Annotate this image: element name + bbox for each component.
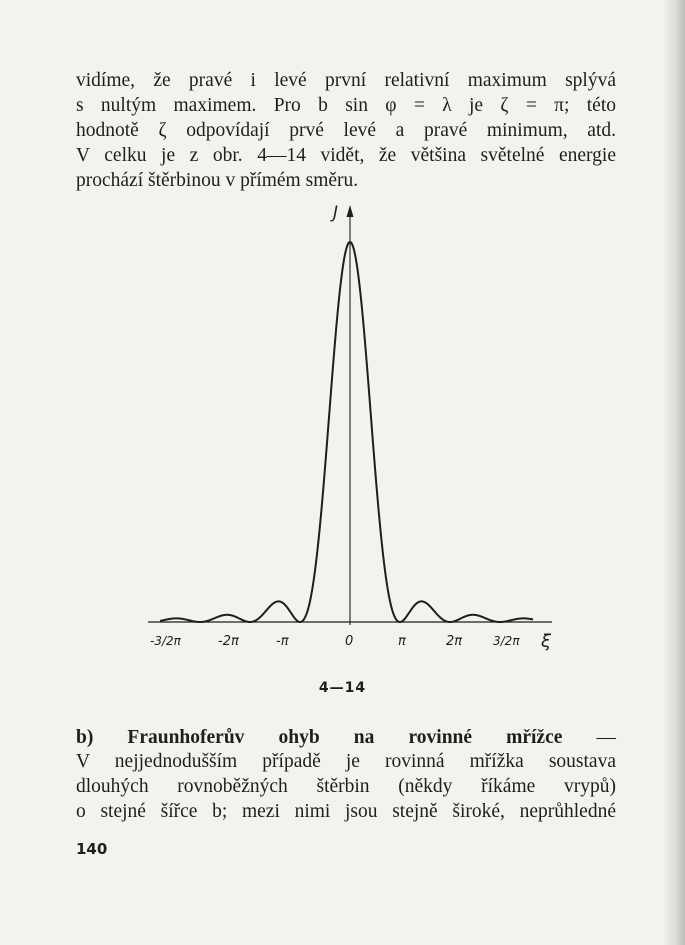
tick-label-minus-3-2-pi: -3/2π bbox=[150, 634, 181, 648]
y-axis-arrow bbox=[347, 205, 354, 217]
section-title: b) Fraunhoferův ohyb na rovinné mřížce bbox=[76, 727, 563, 748]
tick-label-minus-2-pi: -2π bbox=[218, 634, 239, 649]
text-line: V nejjednodušším případě je rovinná mřížka soustava bbox=[76, 751, 616, 772]
text-line: prochází štěrbinou v přímém směru. bbox=[76, 170, 359, 191]
text-line: o stejné šířce b; mezi nimi jsou stejně široké, neprůhledné bbox=[76, 801, 616, 822]
x-axis-label: ξ bbox=[541, 631, 552, 652]
tick-label-minus-pi: -π bbox=[276, 634, 289, 649]
section-heading bbox=[76, 727, 616, 749]
text-line: vidíme, že pravé i levé první relativní maximum splývá bbox=[76, 70, 616, 91]
tick-label-pi: π bbox=[398, 634, 406, 649]
text-line: dlouhých rovnoběžných štěrbin (někdy říkáme vrypů) bbox=[76, 776, 616, 797]
tick-label-2-pi: 2π bbox=[446, 634, 463, 649]
page-number: 140 bbox=[76, 840, 108, 858]
paragraph-top bbox=[76, 68, 616, 193]
y-axis-label: J bbox=[333, 203, 339, 223]
text-line: hodnotě ζ odpovídají prvé levé a pravé minimum, atd. bbox=[76, 120, 616, 141]
figure-caption: 4—14 bbox=[318, 680, 367, 696]
intensity-curve bbox=[160, 242, 533, 622]
text-line: s nultým maximem. Pro b sin φ = λ je ζ = π; této bbox=[76, 95, 616, 116]
paragraph-bottom bbox=[76, 749, 616, 824]
diffraction-figure bbox=[0, 195, 685, 675]
section-dash: — bbox=[596, 727, 616, 748]
text-line: V celku je z obr. 4—14 vidět, že většina světelné energie bbox=[76, 145, 616, 166]
tick-label-zero: 0 bbox=[345, 634, 354, 649]
tick-label-3-2-pi: 3/2π bbox=[493, 634, 520, 648]
